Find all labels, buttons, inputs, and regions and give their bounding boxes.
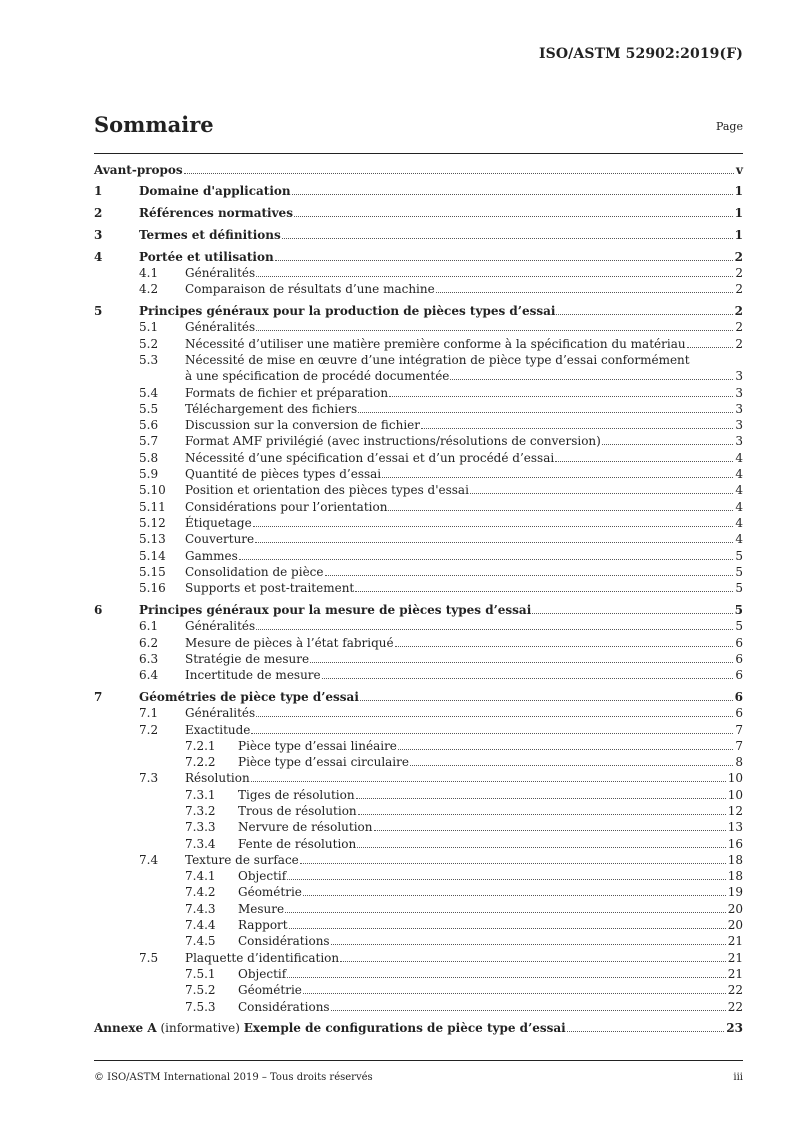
toc-page-number: 6 bbox=[735, 651, 743, 666]
toc-entry[interactable] bbox=[94, 869, 743, 885]
toc-title: Position et orientation des pièces types d'essai bbox=[185, 483, 469, 498]
table-of-contents bbox=[94, 157, 743, 1038]
toc-title: Consolidation de pièce bbox=[185, 564, 324, 579]
toc-number: 7 bbox=[94, 689, 103, 704]
dot-leader bbox=[256, 276, 733, 277]
dot-leader bbox=[275, 260, 733, 261]
toc-number: 5 bbox=[94, 304, 103, 319]
document-reference: ISO/ASTM 52902:2019(F) bbox=[539, 46, 743, 62]
dot-leader bbox=[289, 928, 726, 929]
toc-number: 7.4.3 bbox=[185, 901, 216, 916]
toc-number: 5.10 bbox=[139, 483, 166, 498]
toc-entry[interactable] bbox=[94, 723, 743, 739]
toc-number: 7.4.4 bbox=[185, 918, 216, 933]
toc-page-number: 21 bbox=[727, 950, 743, 965]
toc-number: 4.2 bbox=[139, 282, 159, 297]
toc-entry[interactable] bbox=[94, 771, 743, 787]
toc-title: Plaquette d’identification bbox=[185, 950, 340, 965]
footer-page-number: iii bbox=[733, 1072, 743, 1083]
toc-entry[interactable] bbox=[94, 549, 743, 565]
toc-title: Pièce type d’essai linéaire bbox=[238, 738, 397, 753]
toc-page-number: 21 bbox=[727, 966, 743, 981]
toc-number: 5.7 bbox=[139, 434, 159, 449]
toc-page-number: 2 bbox=[734, 304, 743, 319]
toc-page-number: 4 bbox=[735, 467, 743, 482]
toc-entry[interactable] bbox=[94, 739, 743, 755]
dot-leader bbox=[300, 863, 726, 864]
toc-page-number: 4 bbox=[735, 515, 743, 530]
toc-page-number: 3 bbox=[735, 385, 743, 400]
toc-entry[interactable] bbox=[94, 619, 743, 635]
dot-leader bbox=[303, 993, 726, 994]
toc-entry[interactable] bbox=[94, 885, 743, 901]
toc-title: Généralités bbox=[185, 265, 256, 280]
toc-page-number: 5 bbox=[735, 619, 743, 634]
toc-title: Téléchargement des fichiers bbox=[185, 401, 358, 416]
toc-entry[interactable] bbox=[94, 788, 743, 804]
dot-leader bbox=[395, 646, 734, 647]
toc-title: Termes et définitions bbox=[139, 227, 281, 242]
toc-title: Couverture bbox=[185, 532, 255, 547]
toc-number: 7.2 bbox=[139, 722, 159, 737]
toc-page-number: 21 bbox=[727, 934, 743, 949]
dot-leader bbox=[256, 629, 733, 630]
toc-number: 5.13 bbox=[139, 532, 166, 547]
toc-page-number: v bbox=[736, 162, 743, 177]
dot-leader bbox=[184, 173, 734, 174]
dot-leader bbox=[294, 216, 733, 217]
dot-leader bbox=[358, 412, 733, 413]
dot-leader bbox=[256, 330, 733, 331]
toc-entry[interactable] bbox=[94, 532, 743, 548]
dot-leader bbox=[357, 847, 725, 848]
toc-page-number: 20 bbox=[727, 901, 743, 916]
dot-leader bbox=[450, 379, 733, 380]
toc-number: 5.8 bbox=[139, 450, 159, 465]
toc-number: 4.1 bbox=[139, 265, 159, 280]
toc-entry[interactable] bbox=[94, 902, 743, 918]
toc-page-number: 7 bbox=[735, 722, 743, 737]
toc-entry[interactable] bbox=[94, 500, 743, 516]
dot-leader bbox=[398, 749, 733, 750]
toc-page-number: 10 bbox=[727, 771, 743, 786]
toc-page-number: 4 bbox=[735, 499, 743, 514]
page-column-label: Page bbox=[715, 120, 743, 133]
toc-title: Généralités bbox=[185, 619, 256, 634]
toc-page-number: 5 bbox=[735, 548, 743, 563]
dot-leader bbox=[358, 814, 726, 815]
toc-number: 5.2 bbox=[139, 336, 159, 351]
toc-entry[interactable] bbox=[94, 184, 743, 200]
toc-title: Gammes bbox=[185, 548, 238, 563]
toc-title: Géométrie bbox=[238, 885, 302, 900]
bottom-divider bbox=[94, 1060, 743, 1061]
dot-leader bbox=[256, 716, 733, 717]
toc-title: Étiquetage bbox=[185, 515, 252, 530]
toc-number: 7.1 bbox=[139, 706, 159, 721]
toc-title: Stratégie de mesure bbox=[185, 651, 310, 666]
toc-page-number: 3 bbox=[735, 401, 743, 416]
toc-number: 7.3.1 bbox=[185, 787, 216, 802]
dot-leader bbox=[410, 765, 733, 766]
toc-page-number: 4 bbox=[735, 483, 743, 498]
dot-leader bbox=[251, 733, 733, 734]
toc-page-number: 4 bbox=[735, 532, 743, 547]
toc-number: 5.3 bbox=[139, 352, 159, 367]
toc-entry[interactable] bbox=[94, 603, 743, 619]
toc-number: 6.4 bbox=[139, 668, 159, 683]
toc-entry[interactable] bbox=[94, 337, 743, 353]
toc-entry[interactable] bbox=[94, 483, 743, 499]
toc-entry[interactable] bbox=[94, 451, 743, 467]
toc-page-number: 22 bbox=[727, 999, 743, 1014]
toc-number: 6.2 bbox=[139, 635, 159, 650]
toc-page-number: 3 bbox=[735, 369, 743, 384]
toc-title: Considérations pour l’orientation bbox=[185, 499, 388, 514]
toc-page-number: 4 bbox=[735, 450, 743, 465]
annex-type: (informative) bbox=[156, 1021, 244, 1036]
toc-number: 7.4.2 bbox=[185, 885, 216, 900]
dot-leader bbox=[253, 526, 734, 527]
dot-leader bbox=[556, 314, 732, 315]
dot-leader bbox=[687, 347, 734, 348]
toc-title: Géométrie bbox=[238, 983, 302, 998]
toc-entry[interactable] bbox=[94, 804, 743, 820]
toc-title: Géométries de pièce type d’essai bbox=[139, 689, 359, 704]
toc-number: 5.6 bbox=[139, 418, 159, 433]
toc-entry[interactable] bbox=[94, 636, 743, 652]
dot-leader bbox=[285, 912, 726, 913]
toc-entry[interactable] bbox=[94, 369, 743, 385]
toc-entry[interactable] bbox=[94, 652, 743, 668]
toc-page-number: 5 bbox=[735, 564, 743, 579]
toc-entry[interactable] bbox=[94, 418, 743, 434]
toc-number: 6 bbox=[94, 602, 103, 617]
toc-page-number: 2 bbox=[735, 265, 743, 280]
toc-number: 5.11 bbox=[139, 499, 166, 514]
toc-title: Supports et post-traitement bbox=[185, 581, 355, 596]
toc-entry[interactable] bbox=[94, 402, 743, 418]
dot-leader bbox=[322, 678, 734, 679]
toc-page-number: 18 bbox=[727, 852, 743, 867]
toc-number: 7.5.2 bbox=[185, 983, 216, 998]
annex-title: Exemple de configurations de pièce type d’essai bbox=[243, 1021, 566, 1036]
toc-number: 7.3.3 bbox=[185, 820, 216, 835]
dot-leader bbox=[340, 961, 726, 962]
toc-entry[interactable] bbox=[94, 320, 743, 336]
toc-page-number: 7 bbox=[735, 738, 743, 753]
toc-entry[interactable] bbox=[94, 250, 743, 266]
toc-number: 7.3 bbox=[139, 771, 159, 786]
toc-page-number: 1 bbox=[734, 184, 743, 199]
toc-number: 5.4 bbox=[139, 385, 159, 400]
toc-number: 6.3 bbox=[139, 651, 159, 666]
toc-page-number: 6 bbox=[734, 689, 743, 704]
dot-leader bbox=[436, 292, 734, 293]
toc-entry[interactable] bbox=[94, 565, 743, 581]
toc-page-number: 6 bbox=[735, 706, 743, 721]
toc-title: Format AMF privilégié (avec instructions/résolutions de conversion) bbox=[185, 434, 601, 449]
toc-entry[interactable] bbox=[94, 706, 743, 722]
toc-number: 5.12 bbox=[139, 515, 166, 530]
toc-entry[interactable] bbox=[94, 951, 743, 967]
dot-leader bbox=[389, 396, 733, 397]
toc-entry[interactable] bbox=[94, 282, 743, 298]
toc-title: Généralités bbox=[185, 320, 256, 335]
toc-title: Formats de fichier et préparation bbox=[185, 385, 389, 400]
toc-entry[interactable] bbox=[94, 668, 743, 684]
toc-title: Portée et utilisation bbox=[139, 249, 274, 264]
toc-title: Références normatives bbox=[139, 206, 293, 221]
toc-number: 5.14 bbox=[139, 548, 166, 563]
dot-leader bbox=[355, 591, 733, 592]
toc-entry[interactable] bbox=[94, 581, 743, 597]
toc-entry[interactable] bbox=[94, 918, 743, 934]
toc-page-number: 2 bbox=[735, 336, 743, 351]
toc-page-number: 13 bbox=[727, 820, 743, 835]
toc-number: 5.16 bbox=[139, 581, 166, 596]
dot-leader bbox=[255, 542, 733, 543]
toc-title: Principes généraux pour la mesure de pièces types d’essai bbox=[139, 602, 532, 617]
dot-leader bbox=[382, 477, 733, 478]
toc-page-number: 8 bbox=[735, 755, 743, 770]
toc-number: 7.4 bbox=[139, 852, 159, 867]
toc-page-number: 5 bbox=[735, 581, 743, 596]
toc-entry[interactable] bbox=[94, 467, 743, 483]
toc-title: Discussion sur la conversion de fichier bbox=[185, 418, 421, 433]
toc-page-number: 1 bbox=[734, 227, 743, 242]
toc-title: Nécessité d’utiliser une matière première conforme à la spécification du matériau bbox=[185, 336, 686, 351]
toc-page-number: 6 bbox=[735, 668, 743, 683]
dot-leader bbox=[303, 895, 726, 896]
toc-title: Incertitude de mesure bbox=[185, 668, 321, 683]
toc-number: 1 bbox=[94, 184, 103, 199]
dot-leader bbox=[331, 944, 726, 945]
page-title: Sommaire bbox=[94, 112, 214, 137]
toc-page-number: 23 bbox=[726, 1021, 743, 1036]
toc-page-number: 22 bbox=[727, 983, 743, 998]
toc-title: Mesure bbox=[238, 901, 285, 916]
toc-page-number: 2 bbox=[734, 249, 743, 264]
toc-entry[interactable] bbox=[94, 983, 743, 999]
toc-title: Pièce type d’essai circulaire bbox=[238, 755, 409, 770]
toc-number: 3 bbox=[94, 227, 103, 242]
dot-leader bbox=[532, 613, 732, 614]
toc-entry[interactable] bbox=[94, 690, 743, 706]
toc-entry[interactable] bbox=[94, 206, 743, 222]
toc-page-number: 1 bbox=[734, 206, 743, 221]
dot-leader bbox=[360, 700, 733, 701]
toc-entry[interactable] bbox=[94, 820, 743, 836]
toc-title: Avant-propos bbox=[94, 162, 183, 177]
toc-page-number: 3 bbox=[735, 418, 743, 433]
toc-page-number: 10 bbox=[727, 787, 743, 802]
toc-title: Considérations bbox=[238, 999, 330, 1014]
toc-page-number: 6 bbox=[735, 635, 743, 650]
toc-title: Texture de surface bbox=[185, 852, 299, 867]
toc-number: 5.15 bbox=[139, 564, 166, 579]
toc-title: Généralités bbox=[185, 706, 256, 721]
toc-title: Objectif bbox=[238, 869, 287, 884]
toc-entry[interactable] bbox=[94, 353, 743, 369]
toc-entry[interactable] bbox=[94, 853, 743, 869]
dot-leader bbox=[287, 977, 726, 978]
dot-leader bbox=[567, 1031, 725, 1032]
toc-title: Exactitude bbox=[185, 722, 251, 737]
toc-number: 5.5 bbox=[139, 401, 159, 416]
toc-entry[interactable] bbox=[94, 228, 743, 244]
dot-leader bbox=[470, 493, 733, 494]
dot-leader bbox=[374, 830, 726, 831]
toc-entry[interactable] bbox=[94, 1000, 743, 1016]
toc-title: Comparaison de résultats d’une machine bbox=[185, 282, 435, 297]
dot-leader bbox=[282, 238, 733, 239]
dot-leader bbox=[602, 444, 734, 445]
toc-entry[interactable] bbox=[94, 434, 743, 450]
toc-page-number: 2 bbox=[735, 282, 743, 297]
dot-leader bbox=[310, 662, 733, 663]
toc-number: 7.2.1 bbox=[185, 738, 216, 753]
toc-title: Domaine d'application bbox=[139, 184, 291, 199]
toc-title: Fente de résolution bbox=[238, 836, 357, 851]
toc-number: 4 bbox=[94, 249, 103, 264]
toc-entry[interactable] bbox=[94, 837, 743, 853]
toc-title: Trous de résolution bbox=[238, 803, 357, 818]
dot-leader bbox=[287, 879, 726, 880]
toc-number: 5.9 bbox=[139, 467, 159, 482]
toc-number: 7.2.2 bbox=[185, 755, 216, 770]
dot-leader bbox=[325, 575, 734, 576]
toc-page-number: 16 bbox=[727, 836, 743, 851]
toc-page-number: 2 bbox=[735, 320, 743, 335]
toc-entry[interactable] bbox=[94, 163, 743, 179]
toc-number: 7.5.3 bbox=[185, 999, 216, 1014]
toc-number: 7.5.1 bbox=[185, 966, 216, 981]
toc-number: 5.1 bbox=[139, 320, 159, 335]
toc-title bbox=[94, 1021, 566, 1035]
dot-leader bbox=[555, 461, 733, 462]
toc-number: 2 bbox=[94, 206, 103, 221]
toc-entry[interactable] bbox=[94, 755, 743, 771]
dot-leader bbox=[356, 798, 726, 799]
toc-title: Principes généraux pour la production de pièces types d’essai bbox=[139, 304, 556, 319]
toc-number: 7.3.2 bbox=[185, 803, 216, 818]
toc-page-number: 20 bbox=[727, 918, 743, 933]
annex-label: Annexe A bbox=[94, 1021, 157, 1036]
toc-title: Quantité de pièces types d’essai bbox=[185, 467, 382, 482]
toc-title: Mesure de pièces à l’état fabriqué bbox=[185, 635, 394, 650]
toc-title: Nécessité de mise en œuvre d’une intégration de pièce type d’essai conformément bbox=[185, 352, 690, 367]
toc-entry[interactable] bbox=[94, 516, 743, 532]
toc-page-number: 19 bbox=[727, 885, 743, 900]
dot-leader bbox=[421, 428, 733, 429]
toc-number: 7.3.4 bbox=[185, 836, 216, 851]
dot-leader bbox=[239, 559, 734, 560]
toc-title: Considérations bbox=[238, 934, 330, 949]
toc-title: Nervure de résolution bbox=[238, 820, 373, 835]
toc-title: Nécessité d’une spécification d’essai et d’un procédé d’essai bbox=[185, 450, 555, 465]
toc-entry[interactable] bbox=[94, 934, 743, 950]
toc-title: Objectif bbox=[238, 966, 287, 981]
toc-page-number: 5 bbox=[734, 602, 743, 617]
toc-page-number: 12 bbox=[727, 803, 743, 818]
toc-page-number: 18 bbox=[727, 869, 743, 884]
toc-number: 7.4.1 bbox=[185, 869, 216, 884]
toc-entry[interactable] bbox=[94, 304, 743, 320]
toc-entry[interactable] bbox=[94, 967, 743, 983]
toc-title: Rapport bbox=[238, 918, 288, 933]
footer-copyright: © ISO/ASTM International 2019 – Tous droits réservés bbox=[94, 1072, 373, 1083]
top-divider bbox=[94, 153, 743, 154]
dot-leader bbox=[251, 781, 726, 782]
toc-entry-annex[interactable] bbox=[94, 1021, 743, 1037]
toc-page-number: 3 bbox=[735, 434, 743, 449]
dot-leader bbox=[388, 510, 733, 511]
toc-number: 7.5 bbox=[139, 950, 159, 965]
toc-entry[interactable] bbox=[94, 266, 743, 282]
toc-entry[interactable] bbox=[94, 386, 743, 402]
toc-title: Résolution bbox=[185, 771, 250, 786]
toc-title: à une spécification de procédé documentée bbox=[185, 369, 450, 384]
dot-leader bbox=[292, 194, 733, 195]
dot-leader bbox=[331, 1010, 726, 1011]
toc-number: 6.1 bbox=[139, 619, 159, 634]
toc-title: Tiges de résolution bbox=[238, 787, 355, 802]
toc-number: 7.4.5 bbox=[185, 934, 216, 949]
